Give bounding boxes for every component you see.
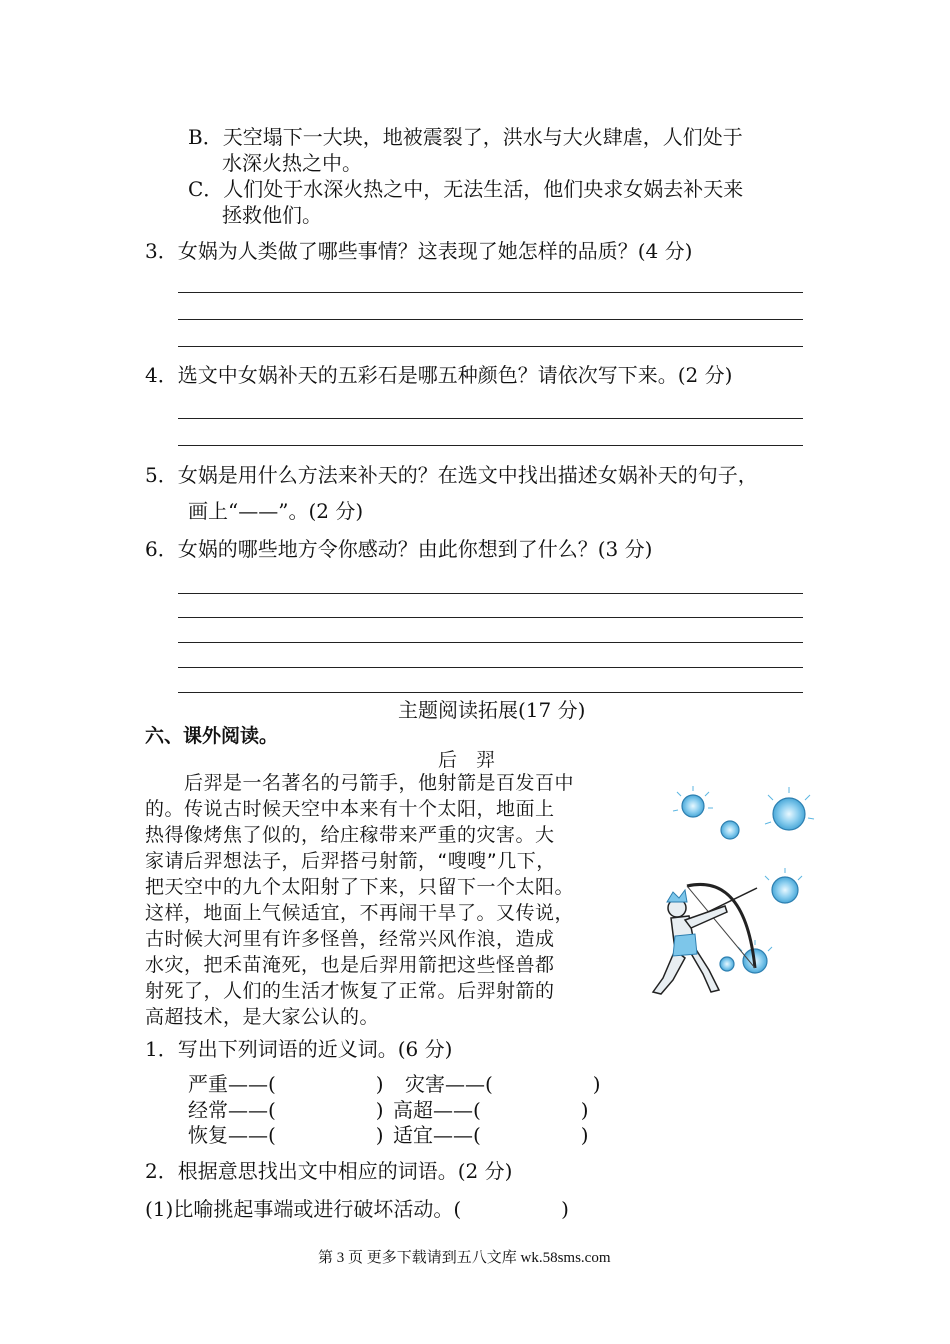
passage-line: 的。传说古时候天空中本来有十个太阳，地面上 bbox=[145, 798, 555, 820]
sub-question-1: 1．写出下列词语的近义词。(6 分) bbox=[145, 1037, 453, 1061]
synonym-item[interactable]: 适宜——( ) bbox=[393, 1123, 589, 1147]
option-b-line2: 水深火热之中。 bbox=[222, 151, 362, 175]
sun-icon bbox=[682, 795, 704, 817]
section-heading: 六、课外阅读。 bbox=[145, 725, 279, 747]
passage-line: 后羿是一名著名的弓箭手，他射箭是百发百中 bbox=[145, 772, 575, 794]
page-footer: 第 3 页 更多下载请到五八文库 wk.58sms.com bbox=[318, 1250, 611, 1266]
question-4: 4．选文中女娲补天的五彩石是哪五种颜色？请依次写下来。(2 分) bbox=[145, 363, 733, 387]
passage-line: 射死了，人们的生活才恢复了正常。后羿射箭的 bbox=[145, 980, 555, 1002]
passage-line: 家请后羿想法子，后羿搭弓射箭，“嗖嗖”几下， bbox=[145, 850, 556, 872]
question-5-line2: 画上“——”。(2 分) bbox=[188, 499, 364, 523]
passage bbox=[145, 770, 645, 1030]
answer-line[interactable] bbox=[178, 292, 803, 293]
story-title: 后 羿 bbox=[438, 749, 496, 771]
question-3: 3．女娲为人类做了哪些事情？这表现了她怎样的品质？(4 分) bbox=[145, 239, 693, 263]
answer-line[interactable] bbox=[178, 593, 803, 594]
passage-line: 这样，地面上气候适宜，不再闹干旱了。又传说， bbox=[145, 902, 575, 924]
question-6: 6．女娲的哪些地方令你感动？由此你想到了什么？(3 分) bbox=[145, 537, 653, 561]
synonym-item[interactable]: 恢复——( ) bbox=[188, 1123, 384, 1147]
sub-question-2-1[interactable]: (1)比喻挑起事端或进行破坏活动。( ) bbox=[145, 1197, 569, 1221]
archer-illustration bbox=[645, 778, 820, 1000]
answer-line[interactable] bbox=[178, 642, 803, 643]
option-b-line1: B．天空塌下一大块，地被震裂了，洪水与大火肆虐，人们处于 bbox=[188, 125, 743, 149]
sun-icon bbox=[773, 798, 805, 830]
passage-line: 把天空中的九个太阳射了下来，只留下一个太阳。 bbox=[145, 876, 575, 898]
question-5-line1: 5．女娲是用什么方法来补天的？在选文中找出描述女娲补天的句子， bbox=[145, 463, 758, 487]
passage-line: 热得像烤焦了似的，给庄稼带来严重的灾害。大 bbox=[145, 824, 555, 846]
passage-line: 高超技术，是大家公认的。 bbox=[145, 1006, 380, 1028]
answer-line[interactable] bbox=[178, 346, 803, 347]
sun-icon bbox=[720, 957, 734, 971]
synonym-item[interactable]: 高超——( ) bbox=[393, 1098, 589, 1122]
passage-line: 水灾，把禾苗淹死，也是后羿用箭把这些怪兽都 bbox=[145, 954, 555, 976]
synonym-item[interactable]: 灾害——( ) bbox=[405, 1072, 601, 1096]
option-c-line1: C．人们处于水深火热之中，无法生活，他们央求女娲去补天来 bbox=[188, 177, 744, 201]
synonym-item[interactable]: 严重——( ) bbox=[188, 1072, 384, 1096]
answer-line[interactable] bbox=[178, 445, 803, 446]
theme-title: 主题阅读拓展(17 分) bbox=[398, 698, 586, 722]
answer-line[interactable] bbox=[178, 667, 803, 668]
synonym-item[interactable]: 经常——( ) bbox=[188, 1098, 384, 1122]
sun-icon bbox=[772, 877, 798, 903]
answer-line[interactable] bbox=[178, 617, 803, 618]
answer-line[interactable] bbox=[178, 319, 803, 320]
answer-line[interactable] bbox=[178, 418, 803, 419]
sun-icon bbox=[721, 821, 739, 839]
passage-line: 古时候大河里有许多怪兽，经常兴风作浪，造成 bbox=[145, 928, 555, 950]
sub-question-2: 2．根据意思找出文中相应的词语。(2 分) bbox=[145, 1159, 513, 1183]
answer-line[interactable] bbox=[178, 692, 803, 693]
option-c-line2: 拯救他们。 bbox=[222, 203, 322, 227]
